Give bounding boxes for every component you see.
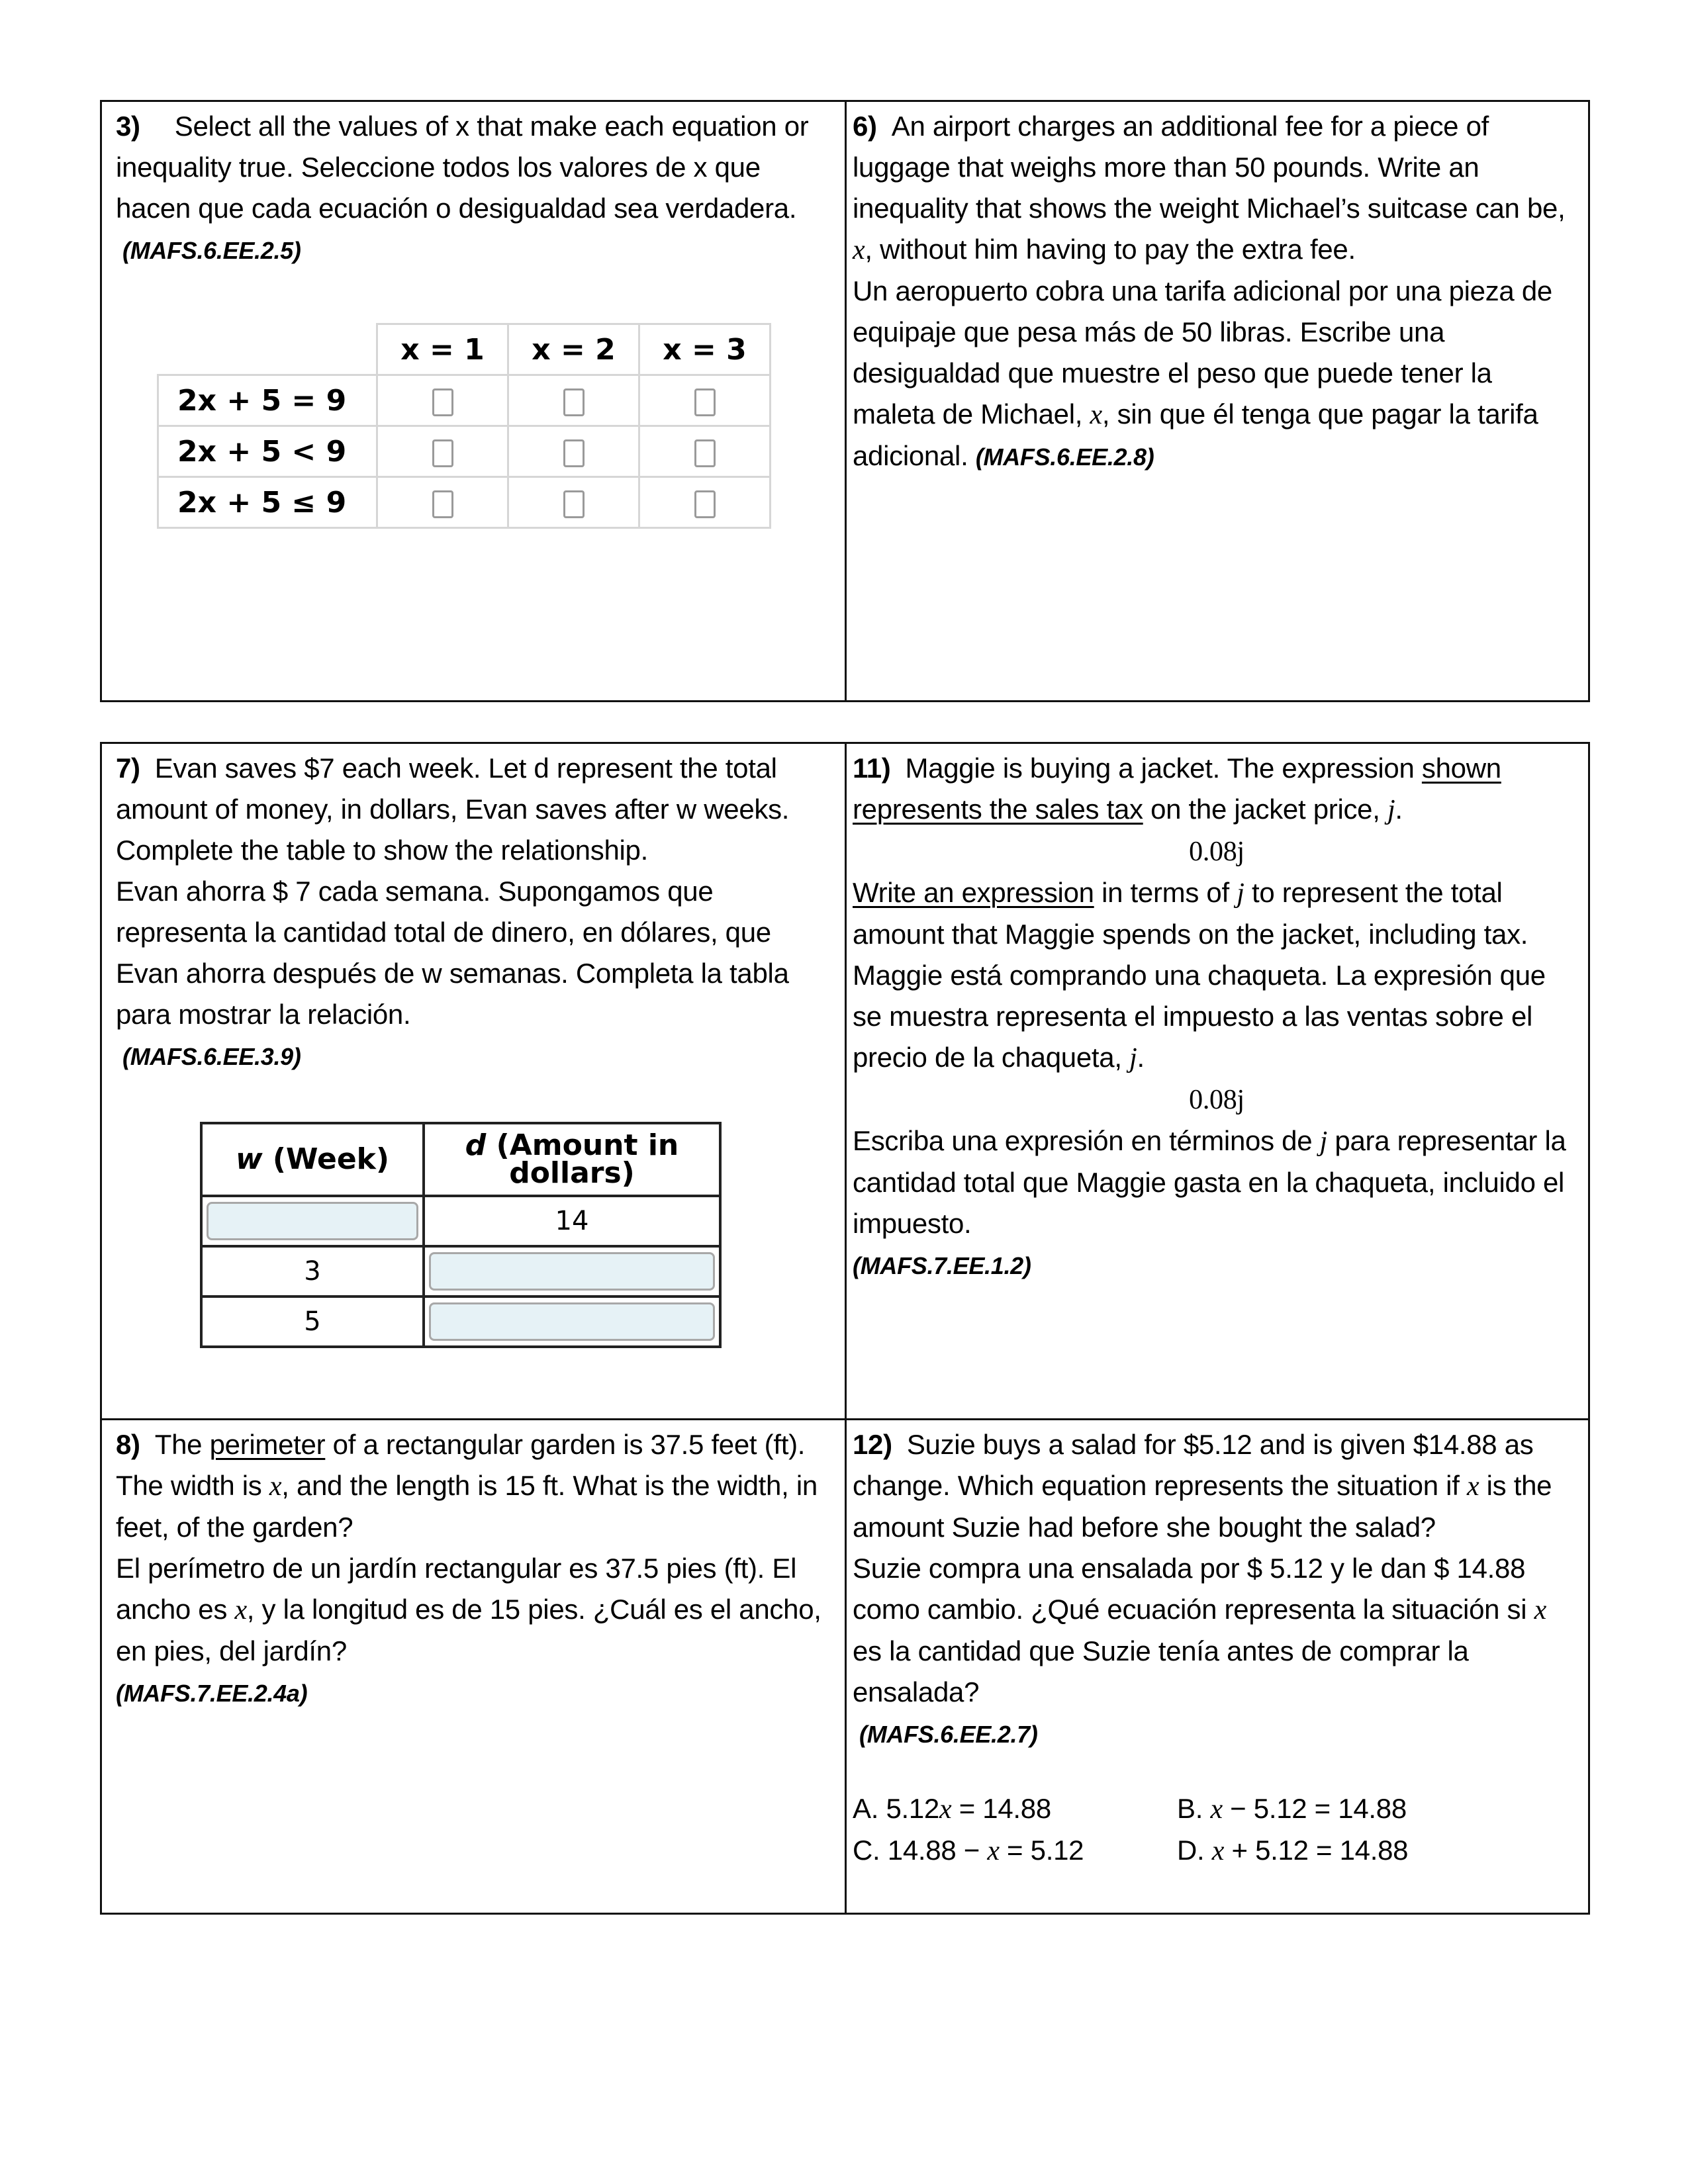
underlined-text: perimeter: [209, 1429, 326, 1460]
problem-text-en: The: [154, 1429, 210, 1460]
problem-6: [853, 106, 1581, 478]
selection-table: [157, 323, 771, 529]
standard-code: (MAFS.7.EE.2.4a): [116, 1680, 308, 1707]
problem-3: [116, 106, 831, 271]
problem-text-en: of a rectangular garden is 37.5 feet (ft). The width is: [116, 1429, 806, 1501]
checkbox[interactable]: [694, 439, 716, 467]
choice-text: B.: [1177, 1793, 1211, 1824]
checkbox[interactable]: [694, 490, 716, 518]
problem-8: [116, 1424, 834, 1714]
amount-value: 14: [424, 1196, 720, 1246]
problem-text-es: Evan ahorra $ 7 cada semana. Supongamos que representa la cantidad total de dinero, en dólares, que Evan ahorra después de w semanas. Completa la tabla para mostrar la relación.: [116, 876, 789, 1030]
standard-code: (MAFS.6.EE.2.7): [859, 1721, 1038, 1748]
problem-number: 12): [853, 1429, 892, 1460]
problem-text-en: , and the length is 15 ft. What is the width, in feet, of the garden?: [116, 1470, 818, 1543]
weeks-dollars-table: [200, 1122, 722, 1348]
column-divider: [845, 742, 847, 1915]
problem-number: 3): [116, 111, 140, 142]
variable: x: [234, 1595, 247, 1625]
standard-code: (MAFS.7.EE.1.2): [853, 1252, 1031, 1279]
checkbox[interactable]: [563, 439, 585, 467]
column-header-week: [201, 1123, 424, 1196]
problem-text-es: , sin que él tenga que pagar la tarifa adicional.: [853, 398, 1538, 471]
choice-text: + 5.12 = 14.88: [1224, 1835, 1409, 1866]
choice-text: C. 14.88 −: [853, 1835, 988, 1866]
choice-text: − 5.12 = 14.88: [1222, 1793, 1407, 1824]
variable: j: [1319, 1126, 1328, 1157]
answer-choices: [853, 1788, 1581, 1872]
choice-text: D.: [1177, 1835, 1212, 1866]
checkbox[interactable]: [432, 439, 453, 467]
choice-b[interactable]: [1177, 1788, 1442, 1830]
problem-text-en: on the jacket price,: [1143, 794, 1387, 825]
problem-number: 11): [853, 752, 891, 784]
amount-input[interactable]: [429, 1302, 715, 1341]
variable: x: [1466, 1471, 1479, 1502]
variable: x: [1090, 400, 1102, 430]
problem-text-es: es la cantidad que Suzie tenía antes de comprar la ensalada?: [853, 1635, 1469, 1707]
underlined-text: Write an expression: [853, 877, 1094, 908]
checkbox[interactable]: [563, 388, 585, 416]
checkbox[interactable]: [432, 388, 453, 416]
choice-a[interactable]: [853, 1788, 1177, 1830]
checkbox[interactable]: [694, 388, 716, 416]
problem-text-es: Maggie está comprando una chaqueta. La expresión que se muestra representa el impuesto a las ventas sobre el precio de la chaqueta,: [853, 960, 1546, 1073]
choice-d[interactable]: [1177, 1830, 1442, 1872]
column-header: x = 1: [377, 324, 508, 375]
problem-number: 7): [116, 752, 140, 784]
underlined-text: shown represents the sales tax: [853, 752, 1501, 825]
problem-number: 8): [116, 1429, 140, 1460]
variable: j: [1237, 878, 1244, 909]
standard-code: (MAFS.6.EE.2.8): [975, 443, 1154, 471]
problem-text-es: Suzie compra una ensalada por $ 5.12 y le dan $ 14.88 como cambio. ¿Qué ecuación representa la situación si: [853, 1553, 1534, 1625]
problem-text-en: , without him having to pay the extra fee.: [865, 234, 1356, 265]
week-value: 3: [201, 1246, 424, 1297]
column-divider: [845, 100, 847, 702]
problem-text-en: Evan saves $7 each week. Let d represent the total amount of money, in dollars, Evan saves after w weeks. Complete the table to show the relationship.: [116, 752, 790, 866]
standard-code: (MAFS.6.EE.3.9): [122, 1043, 301, 1070]
variable: j: [1129, 1043, 1137, 1073]
variable: x: [987, 1836, 1000, 1866]
problem-text-en: Maggie is buying a jacket. The expression: [905, 752, 1422, 784]
choice-text: = 5.12: [999, 1835, 1084, 1866]
variable: j: [1387, 795, 1395, 825]
punctuation: .: [1395, 794, 1403, 825]
expression: 0.08j: [1189, 1085, 1244, 1115]
variable: d: [465, 1128, 487, 1162]
problem-text-es: El perímetro de un jardín rectangular es 37.5 pies (ft). El ancho es: [116, 1553, 797, 1625]
standard-code: (MAFS.6.EE.2.5): [122, 237, 301, 264]
problem-text-es: Seleccione todos los valores de x que hacen que cada ecuación o desigualdad sea verdadera.: [116, 152, 797, 224]
punctuation: .: [1137, 1042, 1145, 1073]
choice-text: = 14.88: [951, 1793, 1051, 1824]
variable: x: [939, 1794, 952, 1825]
checkbox[interactable]: [563, 490, 585, 518]
row-label: 2x + 5 < 9: [158, 426, 377, 477]
choice-text: A. 5.12: [853, 1793, 939, 1824]
variable: x: [853, 235, 865, 265]
week-value: 5: [201, 1297, 424, 1347]
problem-number: 6): [853, 111, 877, 142]
variable: x: [1211, 1836, 1225, 1866]
week-input[interactable]: [207, 1202, 418, 1240]
expression: 0.08j: [1189, 837, 1244, 867]
variable: x: [269, 1471, 282, 1502]
row-label: 2x + 5 ≤ 9: [158, 477, 377, 528]
row-divider: [100, 1418, 1590, 1420]
column-header: x = 3: [639, 324, 771, 375]
problem-text-es: para representar la cantidad total que Maggie gasta en la chaqueta, incluido el impuesto.: [853, 1125, 1566, 1239]
column-header: x = 2: [508, 324, 639, 375]
checkbox[interactable]: [432, 490, 453, 518]
row-label: 2x + 5 = 9: [158, 375, 377, 426]
amount-input[interactable]: [429, 1252, 715, 1291]
header-label: (Amount in dollars): [486, 1128, 679, 1190]
problem-12: [853, 1424, 1581, 1872]
variable: w: [235, 1142, 263, 1176]
problem-text-en: Suzie buys a salad for $5.12 and is given $14.88 as change. Which equation represents the situation if: [853, 1429, 1534, 1501]
problem-7: [116, 748, 834, 1077]
variable: x: [1534, 1595, 1547, 1625]
problem-text-en: An airport charges an additional fee for a piece of luggage that weighs more than 50 pounds. Write an inequality that shows the weight Michael’s suitcase can be,: [853, 111, 1566, 224]
problem-text-en: in terms of: [1094, 877, 1237, 908]
problem-text-es: , y la longitud es de 15 pies. ¿Cuál es el ancho, en pies, del jardín?: [116, 1594, 821, 1666]
header-label: (Week): [262, 1142, 390, 1176]
problem-text-es: Un aeropuerto cobra una tarifa adicional por una pieza de equipaje que pesa más de 50 libras. Escribe una desigualdad que muestre el peso que puede tener la maleta de Michael,: [853, 275, 1552, 430]
problem-text-en: to represent the total amount that Maggie spends on the jacket, including tax.: [853, 877, 1528, 950]
choice-c[interactable]: [853, 1830, 1177, 1872]
problem-text-en: Select all the values of x that make each equation or inequality true.: [116, 111, 809, 183]
problem-11: [853, 748, 1581, 1287]
column-header-amount: [424, 1123, 720, 1196]
problem-text-en: is the amount Suzie had before she bought the salad?: [853, 1470, 1552, 1543]
variable: x: [1210, 1794, 1223, 1825]
problem-text-es: Escriba una expresión en términos de: [853, 1125, 1320, 1156]
